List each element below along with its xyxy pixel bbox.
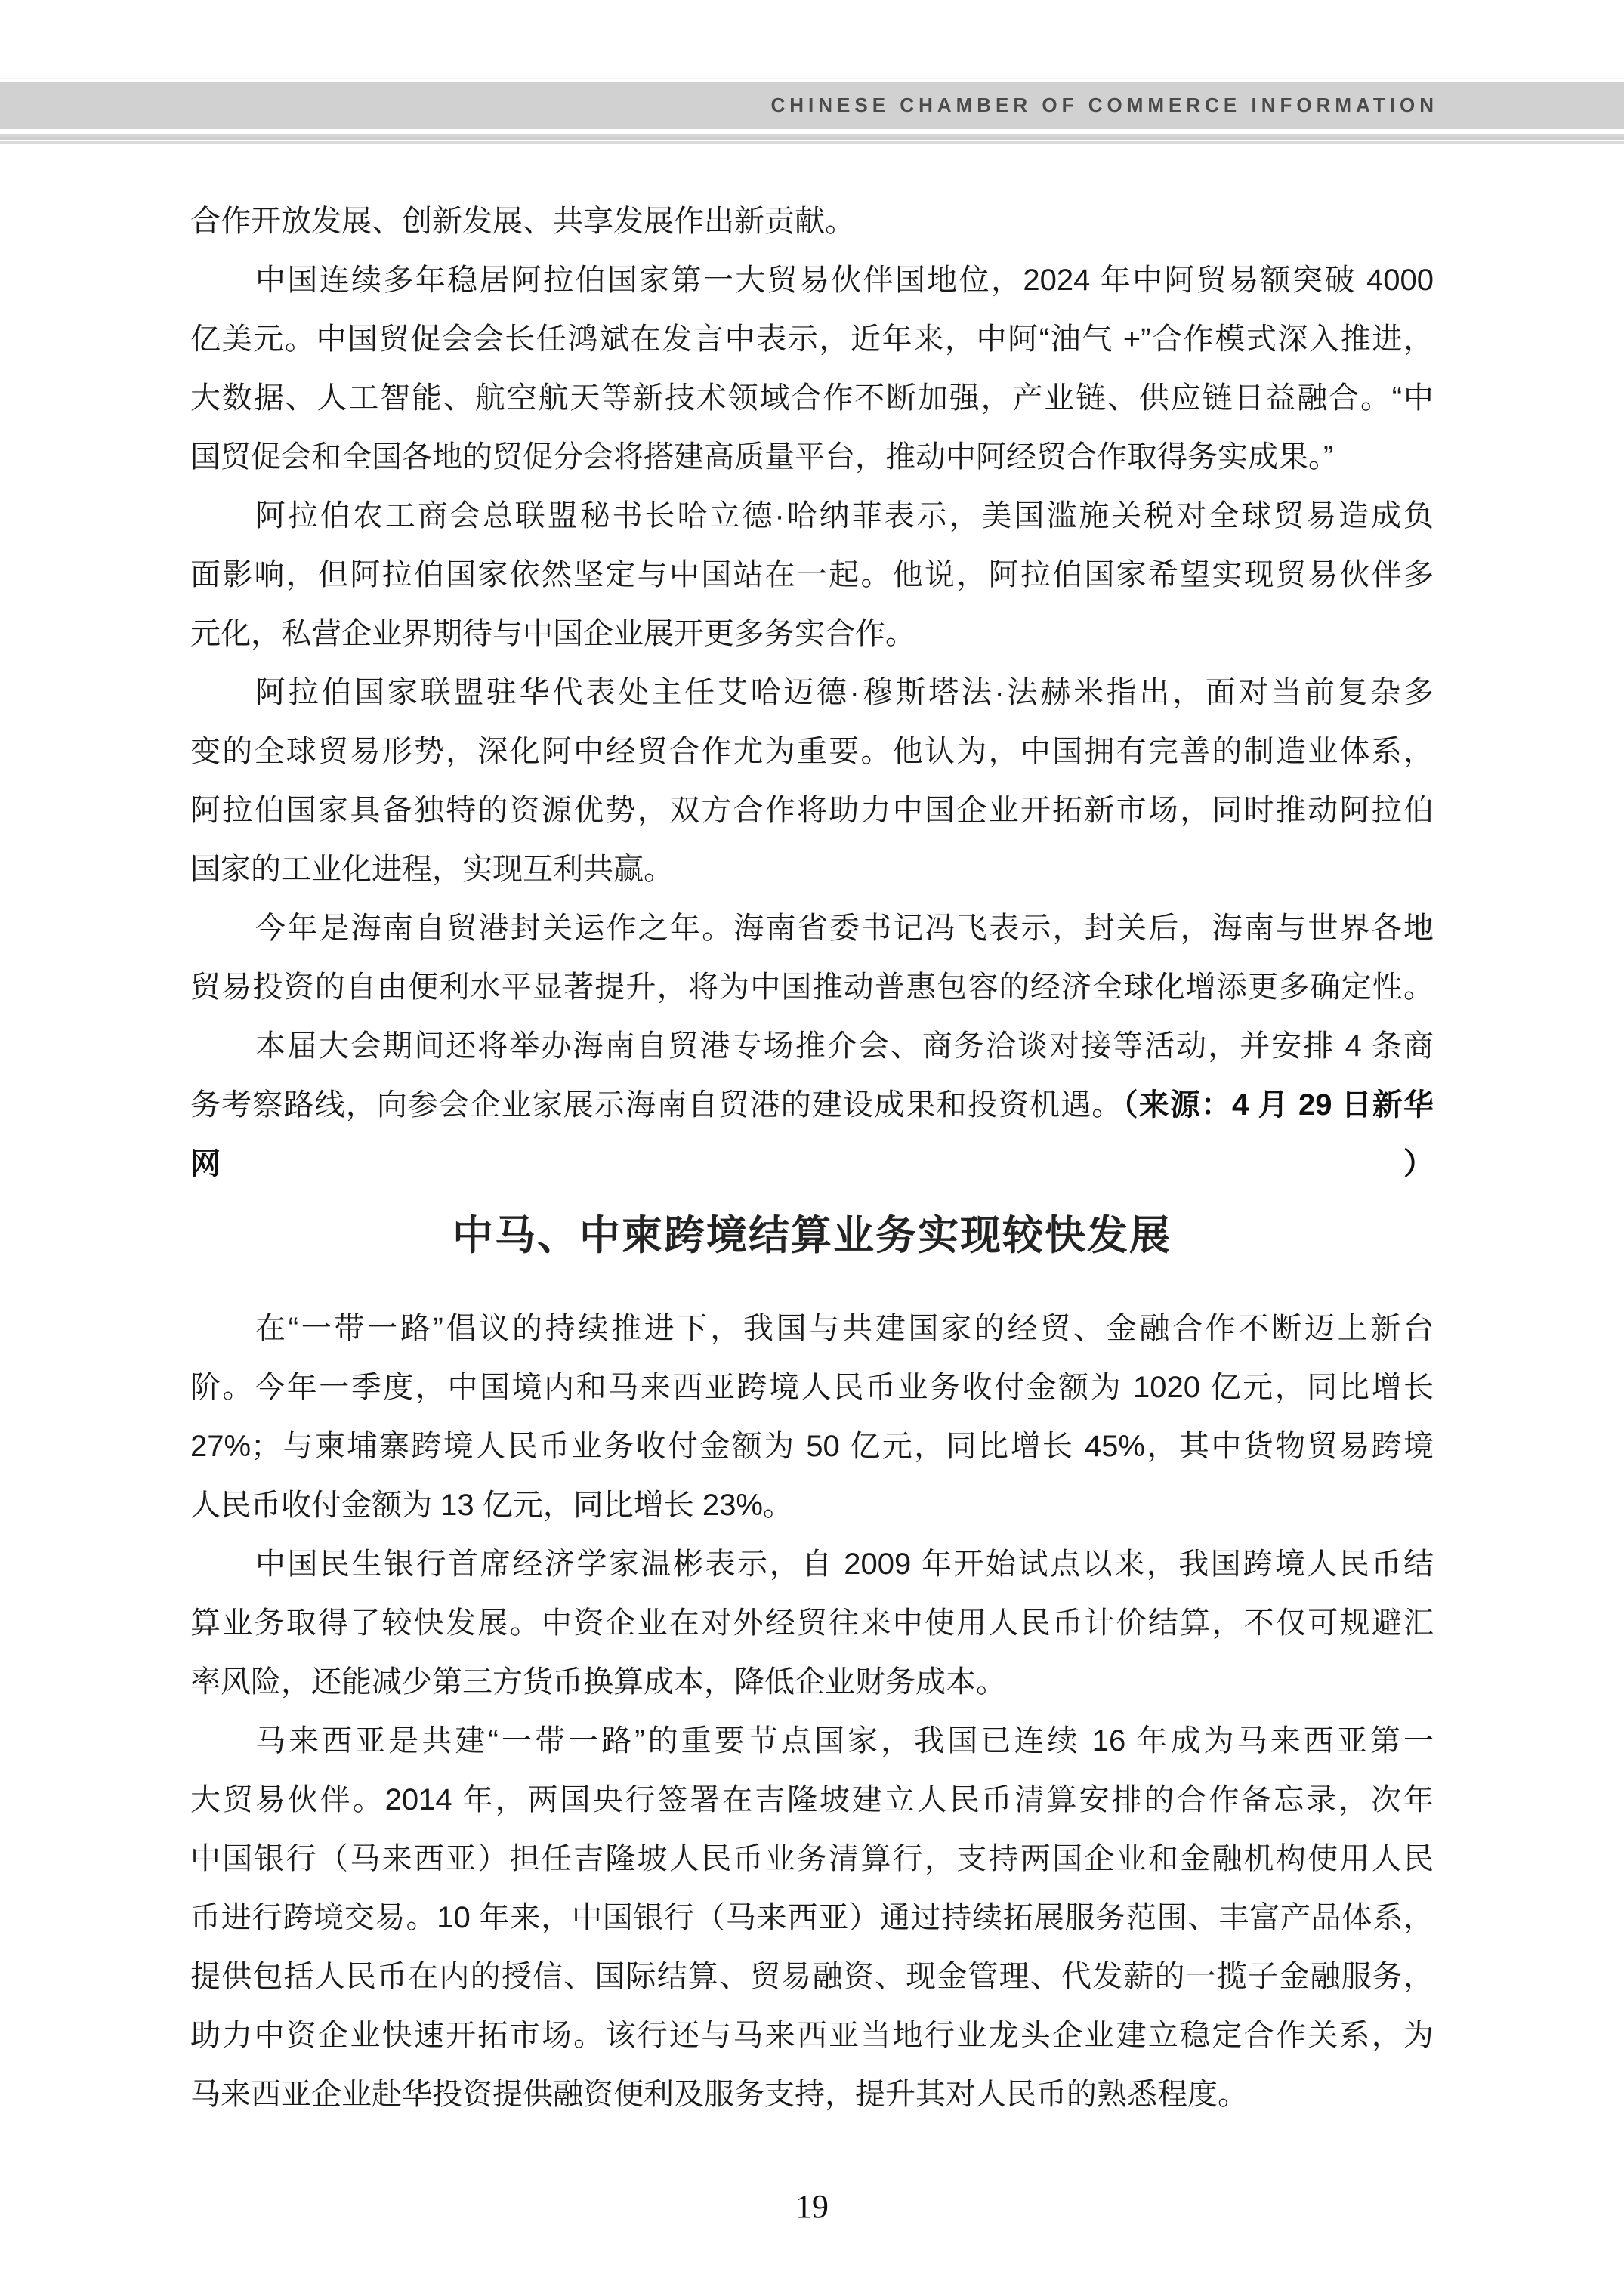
body-line: 在“一带一路”倡议的持续推进下，我国与共建国家的经贸、金融合作不断迈上新台	[255, 1312, 1434, 1345]
source-credit: （来源：4 月 29 日新华网）	[190, 1088, 1434, 1180]
body-line: 面影响，但阿拉伯国家依然坚定与中国站在一起。他说，阿拉伯国家希望实现贸易伙伴多	[190, 558, 1434, 591]
body-line: 亿美元。中国贸促会会长任鸿斌在发言中表示，近年来，中阿“油气 +”合作模式深入推进，	[190, 323, 1434, 356]
body-line: 27%；与柬埔寨跨境人民币业务收付金额为 50 亿元，同比增长 45%，其中货物贸易跨境	[190, 1430, 1434, 1463]
body-line: 合作开放发展、创新发展、共享发展作出新贡献。	[190, 205, 855, 238]
page-content	[190, 192, 1434, 2124]
body-line: 元化，私营企业界期待与中国企业展开更多务实合作。	[190, 617, 915, 650]
body-line	[190, 1076, 1434, 1180]
body-line: 币进行跨境交易。10 年来，中国银行（马来西亚）通过持续拓展服务范围、丰富产品体系，	[190, 1901, 1434, 1934]
body-line: 今年是海南自贸港封关运作之年。海南省委书记冯飞表示，封关后，海南与世界各地	[255, 912, 1434, 945]
page-number: 19	[795, 2188, 829, 2225]
body-line: 助力中资企业快速开拓市场。该行还与马来西亚当地行业龙头企业建立稳定合作关系，为	[190, 2019, 1434, 2052]
body-line: 人民币收付金额为 13 亿元，同比增长 23%。	[190, 1489, 793, 1522]
body-line: 国家的工业化进程，实现互利共赢。	[190, 853, 674, 886]
divider-strip	[0, 134, 1624, 144]
body-line: 本届大会期间还将举办海南自贸港专场推介会、商务洽谈对接等活动，并安排 4 条商	[255, 1029, 1434, 1063]
header-banner	[0, 82, 1624, 129]
body-line: 提供包括人民币在内的授信、国际结算、贸易融资、现金管理、代发薪的一揽子金融服务，	[190, 1960, 1434, 1993]
top-hairline	[0, 78, 1624, 79]
section-heading: 中马、中柬跨境结算业务实现较快发展	[452, 1213, 1172, 1258]
body-line: 中国民生银行首席经济学家温彬表示，自 2009 年开始试点以来，我国跨境人民币结	[255, 1548, 1434, 1581]
section-body	[190, 1299, 1434, 2124]
body-line: 国贸促会和全国各地的贸促分会将搭建高质量平台，推动中阿经贸合作取得务实成果。”	[190, 440, 1334, 474]
body-line: 阿拉伯农工商会总联盟秘书长哈立德·哈纳菲表示，美国滥施关税对全球贸易造成负	[255, 499, 1434, 532]
body-line: 贸易投资的自由便利水平显著提升，将为中国推动普惠包容的经济全球化增添更多确定性。	[190, 971, 1434, 1004]
body-line: 大贸易伙伴。2014 年，两国央行签署在吉隆坡建立人民币清算安排的合作备忘录，次年	[190, 1783, 1434, 1816]
body-line-text: 务考察路线，向参会企业家展示海南自贸港的建设成果和投资机遇。	[190, 1088, 1123, 1122]
banner-title: CHINESE CHAMBER OF COMMERCE INFORMATION	[770, 94, 1438, 116]
body-line: 中国银行（马来西亚）担任吉隆坡人民币业务清算行，支持两国企业和金融机构使用人民	[190, 1842, 1434, 1875]
body-line: 马来西亚是共建“一带一路”的重要节点国家，我国已连续 16 年成为马来西亚第一	[255, 1724, 1434, 1758]
body-line: 中国连续多年稳居阿拉伯国家第一大贸易伙伴国地位，2024 年中阿贸易额突破 4000	[255, 264, 1434, 297]
body-line: 算业务取得了较快发展。中资企业在对外经贸往来中使用人民币计价结算，不仅可规避汇	[190, 1606, 1434, 1640]
body-line: 阿拉伯国家联盟驻华代表处主任艾哈迈德·穆斯塔法·法赫米指出，面对当前复杂多	[255, 676, 1434, 709]
body-line: 率风险，还能减少第三方货币换算成本，降低企业财务成本。	[190, 1665, 1006, 1699]
body-line: 阶。今年一季度，中国境内和马来西亚跨境人民币业务收付金额为 1020 亿元，同比增长	[190, 1371, 1434, 1404]
body-line: 大数据、人工智能、航空航天等新技术领域合作不断加强，产业链、供应链日益融合。“中	[190, 381, 1434, 415]
body-line: 变的全球贸易形势，深化阿中经贸合作尤为重要。他认为，中国拥有完善的制造业体系，	[190, 735, 1434, 768]
body-line: 阿拉伯国家具备独特的资源优势，双方合作将助力中国企业开拓新市场，同时推动阿拉伯	[190, 794, 1434, 827]
body-line: 马来西亚企业赴华投资提供融资便利及服务支持，提升其对人民币的熟悉程度。	[190, 2078, 1248, 2111]
